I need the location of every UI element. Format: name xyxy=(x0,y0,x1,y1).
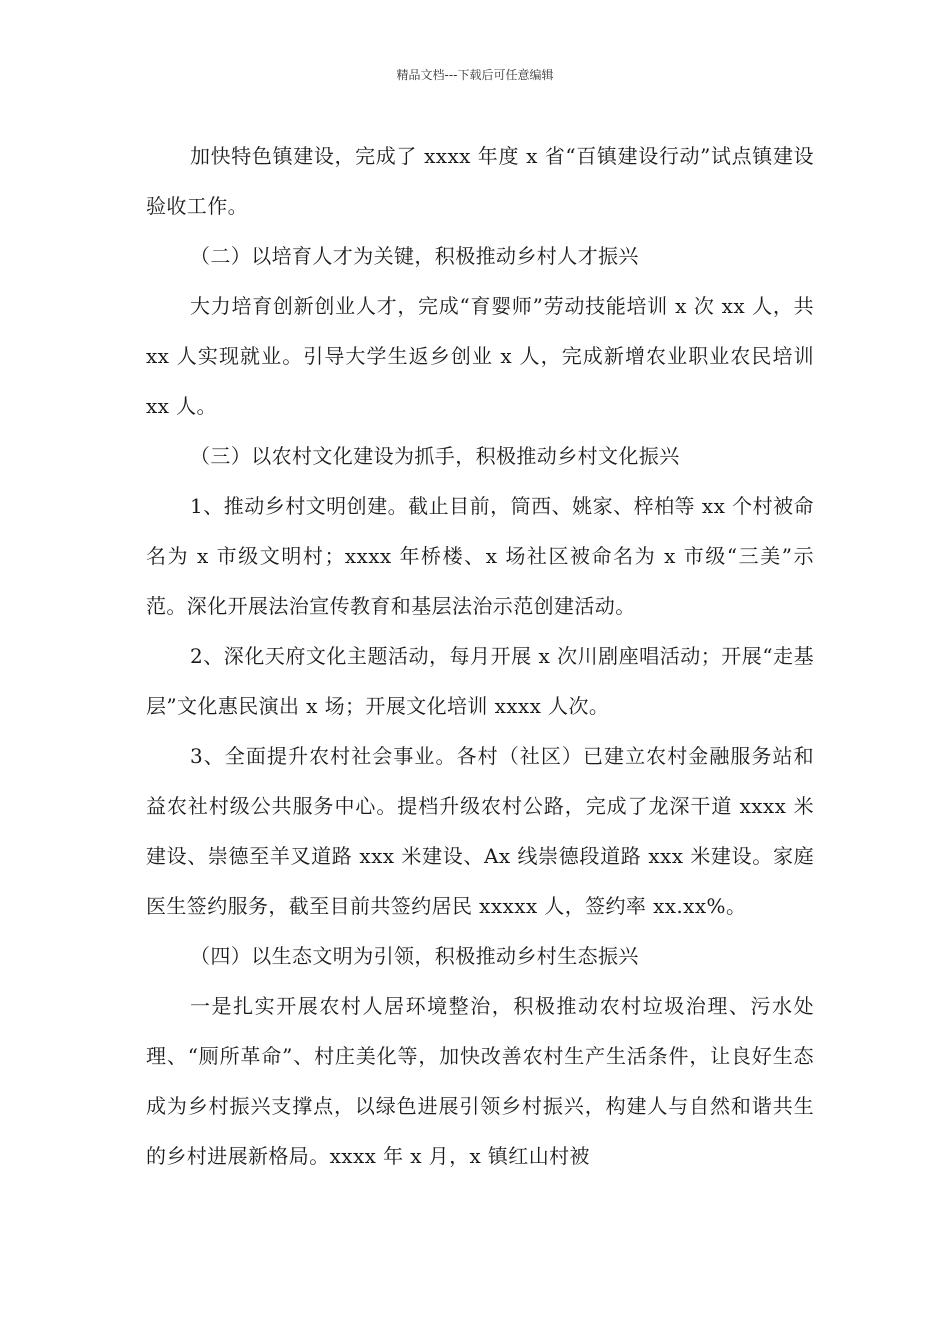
paragraph: 一是扎实开展农村人居环境整治，积极推动农村垃圾治理、污水处理、“厕所革命”、村庄美化等，加快改善农村生产生活条件，让良好生态成为乡村振兴支撑点，以绿色进展引领乡村振兴，构建人与自然和谐共生的乡村进展新格局。xxxx 年 x 月，x 镇红山村被 xyxy=(146,994,814,1168)
section-heading: （三）以农村文化建设为抓手，积极推动乡村文化振兴 xyxy=(190,444,680,468)
paragraph: 大力培育创新创业人才，完成“育婴师”劳动技能培训 x 次 xx 人，共 xx 人实现就业。引导大学生返乡创业 x 人，完成新增农业职业农民培训 xx 人。 xyxy=(146,294,814,418)
section-heading: （四）以生态文明为引领，积极推动乡村生态振兴 xyxy=(190,944,639,968)
section-heading: （二）以培育人才为关键，积极推动乡村人才振兴 xyxy=(190,244,639,268)
paragraph: 1、推动乡村文明创建。截止目前，筒西、姚家、梓柏等 xx 个村被命名为 x 市级文明村；xxxx 年桥楼、x 场社区被命名为 x 市级“三美”示范。深化开展法治宣传教育和基层法治示范创建活动。 xyxy=(146,494,814,618)
paragraph: 加快特色镇建设，完成了 xxxx 年度 x 省“百镇建设行动”试点镇建设验收工作。 xyxy=(146,144,814,218)
document-body xyxy=(146,131,814,1181)
paragraph: 2、深化天府文化主题活动，每月开展 x 次川剧座唱活动；开展“走基层”文化惠民演出 x 场；开展文化培训 xxxx 人次。 xyxy=(146,644,814,718)
page-header: 精品文档---下载后可任意编辑 xyxy=(396,68,554,82)
paragraph: 3、全面提升农村社会事业。各村（社区）已建立农村金融服务站和益农社村级公共服务中心。提档升级农村公路，完成了龙深干道 xxxx 米建设、崇德至羊叉道路 xxx 米建设、Ax 线崇德段道路 xxx 米建设。家庭医生签约服务，截至目前共签约居民 xxxxx 人，签约率 xx.xx%。 xyxy=(146,744,814,918)
